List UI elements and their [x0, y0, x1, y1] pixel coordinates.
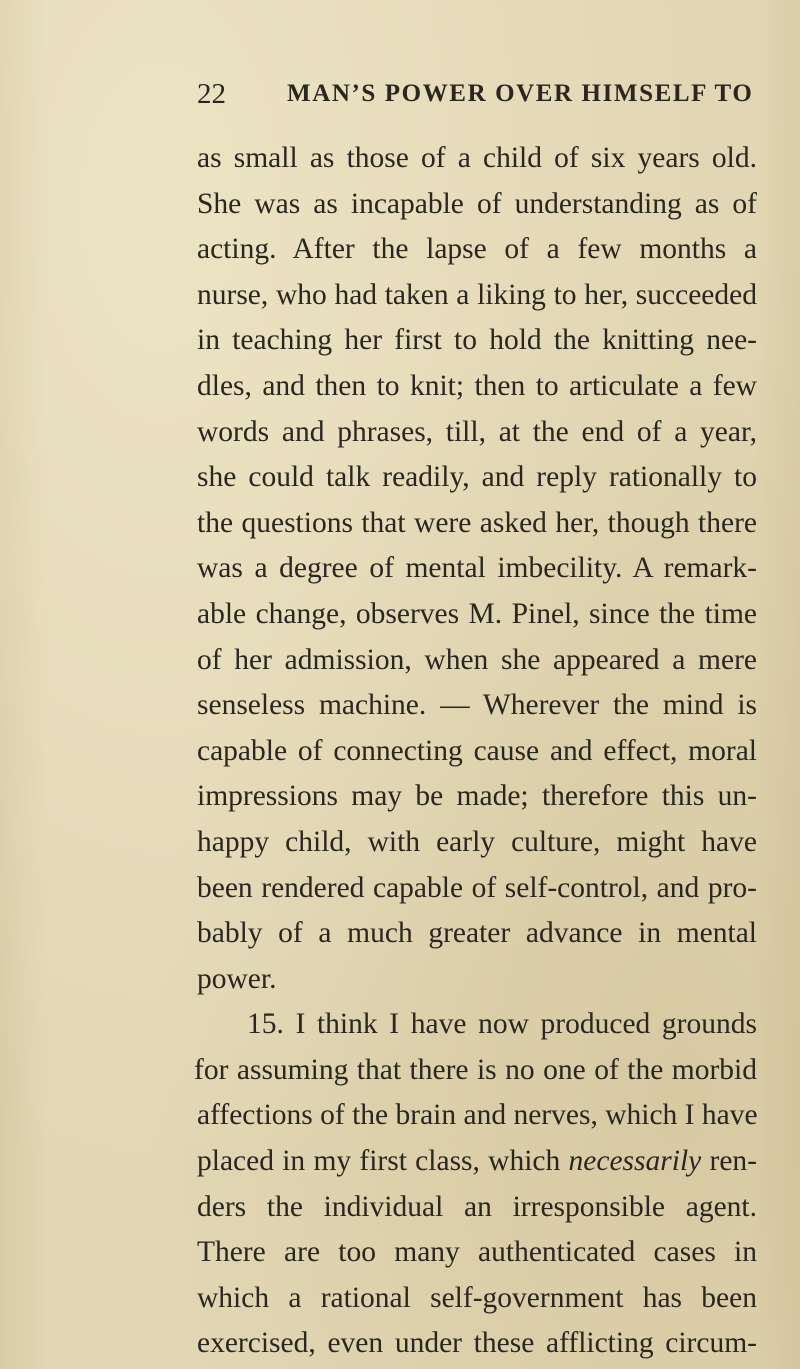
text-line: the questions that were asked her, though there: [197, 506, 757, 539]
text-line: happy child, with early culture, might have: [197, 825, 757, 858]
paragraph-start-line: 15. I think I have now produced grounds: [247, 1008, 757, 1041]
text-line: ders the individual an irresponsible agent.: [197, 1190, 757, 1223]
running-head: MAN’S POWER OVER HIMSELF TO: [287, 80, 754, 107]
text-line: able change, observes M. Pinel, since the time: [197, 597, 757, 630]
text-line: capable of connecting cause and effect, moral: [197, 734, 757, 767]
text-line: nurse, who had taken a liking to her, succeeded: [197, 278, 757, 311]
text-line: affections of the brain and nerves, which I have: [197, 1099, 758, 1132]
text-line: senseless machine. — Wherever the mind is: [197, 689, 757, 722]
text-line: There are too many authenticated cases in: [197, 1236, 757, 1269]
text-line: words and phrases, till, at the end of a year,: [197, 415, 757, 448]
text-line: impressions may be made; therefore this un-: [197, 780, 757, 813]
text-line: acting. After the lapse of a few months a: [197, 233, 757, 266]
emphasized-word: necessarily: [568, 1145, 702, 1178]
text-segment: placed in my first class, which: [197, 1145, 569, 1178]
text-line: of her admission, when she appeared a mere: [197, 643, 757, 676]
page-header: [197, 78, 757, 118]
text-line: she could talk readily, and reply rationally to: [197, 461, 757, 494]
text-line: power.: [197, 962, 277, 995]
text-segment: ren-: [701, 1145, 758, 1178]
text-line: for assuming that there is no one of the morbid: [194, 1053, 757, 1086]
text-line: which a rational self-government has been: [197, 1281, 757, 1314]
text-line: been rendered capable of self-control, and pro-: [197, 871, 757, 904]
body-text: [194, 136, 758, 1367]
text-line: in teaching her first to hold the knitting nee-: [197, 324, 757, 357]
text-line: was a degree of mental imbecility. A remark-: [197, 552, 757, 585]
text-line: as small as those of a child of six years old.: [197, 142, 757, 174]
text-line: She was as incapable of understanding as of: [197, 187, 757, 220]
text-line: bably of a much greater advance in mental: [197, 917, 757, 950]
text-line-with-emphasis: [197, 1139, 757, 1185]
text-line: dles, and then to knit; then to articulate a few: [197, 369, 757, 402]
text-line: exercised, even under these afflicting circum-: [197, 1327, 757, 1360]
page-number: 22: [197, 78, 226, 110]
